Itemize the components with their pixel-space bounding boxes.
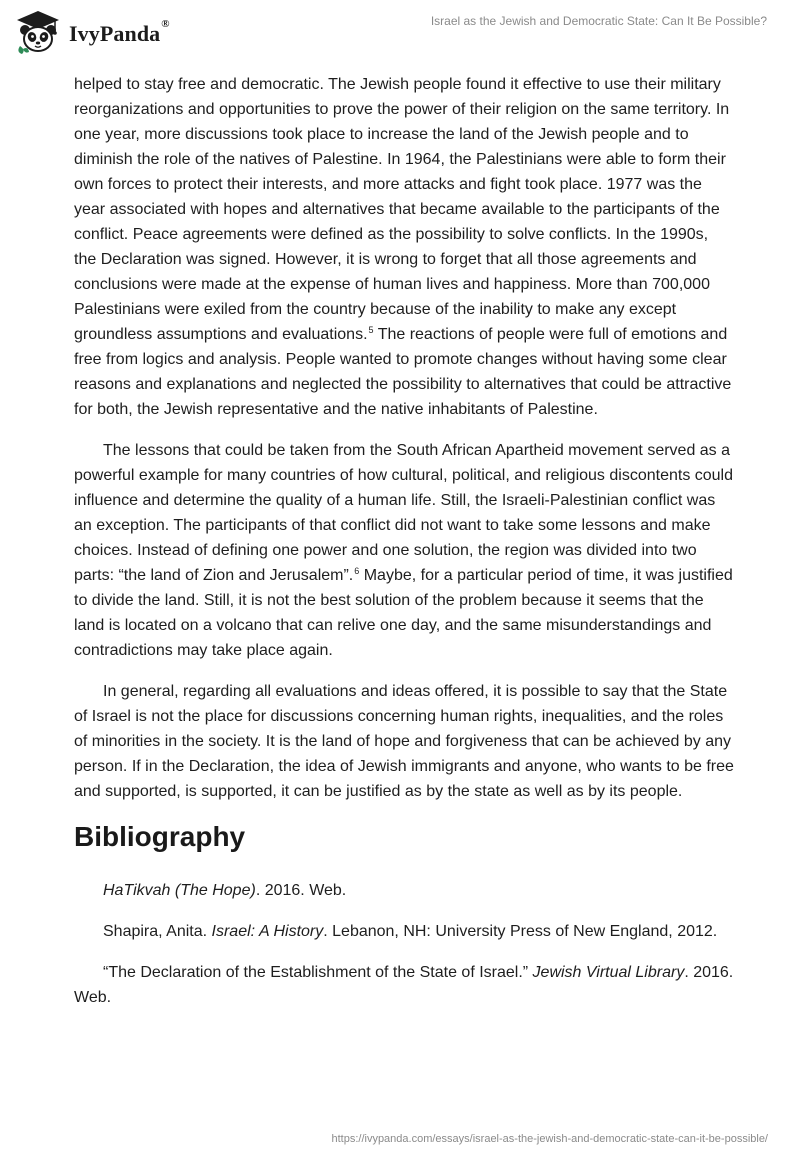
paragraph: helped to stay free and democratic. The Jewish people found it effective to use their military reorganizations and opportunities to prove the power of their religion on the same territory. In one year, more discussions took place to increase the land of the Jewish people and to diminish the role of the natives of Palestine. In 1964, the Palestinians were able to form their own forces to protect their interests, and more attacks and fight took place. 1977 was the year associated with hopes and alternatives that became available to the participants of the conflict. Peace agreements were defined as the possibility to solve conflicts. In the 1990s, the Declaration was signed. However, it is wrong to forget that all those agreements and conclusions were made at the expense of human lives and happiness. More than 700,000 Palestinians were exiled from the country because of the inability to make any except groundless assumptions and evaluations.$^5$ The reactions of people were full of emotions and free from logics and analysis. People wanted to promote changes without having some clear reasons and explanations and neglected the possibility to alternatives that could be attractive for both, the Jewish representative and the native inhabitants of Palestine. xyxy=(74,76,732,418)
essay-body xyxy=(74,72,734,1026)
page-header xyxy=(0,0,800,70)
brand-name: IvyPanda® xyxy=(69,18,170,46)
footnote-marker: 5 xyxy=(368,325,374,335)
bibliography-heading: Bibliography xyxy=(74,821,246,852)
source-url-link[interactable]: https://ivypanda.com/essays/israel-as-the-jewish-and-democratic-state-can-it-be-possible/ xyxy=(331,1133,768,1145)
panda-graduate-icon xyxy=(14,8,62,56)
paragraph: The lessons that could be taken from the South African Apartheid movement served as a powerful example for many countries of how cultural, political, and religious discontents could influence and determine the quality of a human life. Still, the Israeli-Palestinian conflict was an exception. The participants of that conflict did not want to take some lessons and make choices. Instead of defining one power and one solution, the region was divided into two parts: “the land of Zion and Jerusalem”.$^6$ Maybe, for a particular period of time, it was justified to divide the land. Still, it is not the best solution of the problem because it seems that the land is located on a volcano that can relive one day, and the same misunderstandings and contradictions may take place again. xyxy=(74,442,734,659)
bibliography-entry: HaTikvah (The Hope). 2016. Web. xyxy=(103,882,347,899)
document-title: Israel as the Jewish and Democratic State: Can It Be Possible? xyxy=(430,14,767,28)
footnote-marker: 6 xyxy=(354,566,360,576)
bibliography-entry: “The Declaration of the Establishment of the State of Israel.” Jewish Virtual Library. 2016. Web. xyxy=(74,964,734,1006)
ivypanda-logo[interactable] xyxy=(14,8,170,56)
bibliography-entry: Shapira, Anita. Israel: A History. Lebanon, NH: University Press of New England, 2012. xyxy=(103,923,718,940)
paragraph: In general, regarding all evaluations and ideas offered, it is possible to say that the State of Israel is not the place for discussions concerning human rights, inequalities, and the roles of minorities in the society. It is the land of hope and forgiveness that can be achieved by any person. If in the Declaration, the idea of Jewish immigrants and anyone, who wants to be free and supported, is supported, it can be justified as by the state as well as by its people. xyxy=(74,683,734,800)
